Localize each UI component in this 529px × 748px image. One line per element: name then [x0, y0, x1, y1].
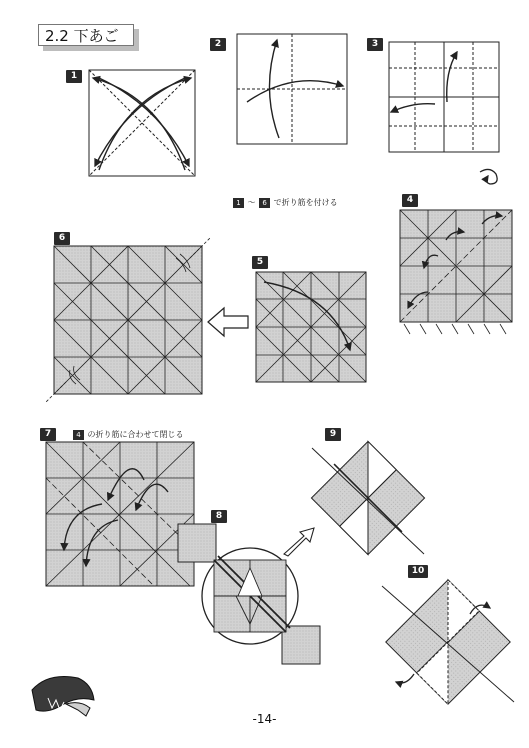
step-badge-1: 1: [66, 70, 82, 83]
ref-badge-to: 6: [259, 198, 270, 208]
step7-instruction-text: の折り筋に合わせて閉じる: [87, 430, 184, 439]
step-badge-10: 10: [408, 565, 428, 578]
step-badge-9: 9: [325, 428, 341, 441]
section-name: 下あご: [73, 27, 119, 45]
crease-instruction: [232, 197, 338, 209]
ref-badge-step4: 4: [73, 430, 84, 440]
step-badge-6: 6: [54, 232, 70, 245]
section-number: 2.2: [45, 27, 69, 45]
page-number: -14-: [252, 712, 277, 726]
step10-diagram: [374, 578, 522, 708]
section-title: [38, 24, 134, 46]
step-badge-8: 8: [211, 510, 227, 523]
step4-diagram: [398, 208, 516, 338]
step-badge-3: 3: [367, 38, 383, 51]
step9-diagram: [298, 440, 438, 558]
crease-instruction-text: で折り筋を付ける: [273, 198, 338, 207]
tilde: ～: [247, 198, 256, 207]
open-arrow: [206, 305, 250, 339]
step7-diagram: [44, 440, 196, 588]
step6-diagram: [50, 240, 210, 400]
step-badge-7: 7: [40, 428, 56, 441]
step-badge-4: 4: [402, 194, 418, 207]
step-badge-2: 2: [210, 38, 226, 51]
step1-diagram: [85, 66, 200, 181]
turn-over-icon: [478, 166, 506, 190]
step2-diagram: [233, 30, 351, 148]
ref-badge-from: 1: [233, 198, 244, 208]
step3-diagram: [385, 38, 503, 156]
step5-diagram: [254, 270, 368, 384]
step-badge-5: 5: [252, 256, 268, 269]
